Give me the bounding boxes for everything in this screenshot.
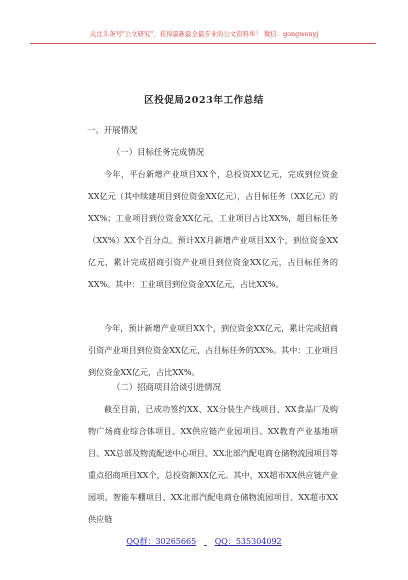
paragraph-1: 今年，平台新增产业项目XX个，总投资XX亿元，完成到位资金XX亿元（其中续建项目到位资金XX亿元），占目标任务（XX亿元）的XX%；工业项目到位资金XX亿元，工业项目占比XX%，超目标任务（XX%）XX个百分点。预计XX月新增产业项目XX个，到位资金XX亿元，累计完成招商引资产业项目到位资金XX亿元，占目标任务的XX%。其中：工业项目到位资金XX亿元，占比XX%。 — [88, 169, 338, 290]
paragraph-3-block — [88, 398, 338, 530]
paragraph-2-block — [88, 317, 338, 383]
footer-qq-group: QQ群：30265665 — [126, 537, 197, 546]
subsection-heading-2: （二）招商项目洽谈引进情况 — [112, 382, 221, 392]
section-heading-1: 一、开展情况 — [87, 125, 138, 135]
header-promo-text: 关注头条号"公文研究"，获得最新最全最专业的公文资料库！ 微信：gongwenyj — [89, 30, 319, 38]
paragraph-2: 今年，预计新增产业项目XX个，到位资金XX亿元，累计完成招商引资产业项目到位资金XX亿元，占目标任务的XX%。其中：工业项目到位资金XX亿元，占比XX%。 — [88, 323, 338, 378]
header-divider — [30, 43, 376, 44]
subsection-heading-1: （一）目标任务完成情况 — [112, 147, 205, 157]
footer-contact — [0, 536, 408, 547]
footer-qq-number: QQ：535304092 — [214, 537, 282, 546]
document-title: 区投促局2023年工作总结 — [144, 95, 264, 106]
paragraph-1-block — [88, 163, 338, 296]
paragraph-3: 截至目前，已成功签约XX、XX分装生产线项目、XX食品厂及购物广场商业综合体项目、XX供应链产业园项目、XX教育产业基地项目、XX总部及物流配送中心项目、XX北部汽配电商仓储物流园项目等重点招商项目XX个，总投资额XX亿元。其中，XX超市XX供应链产业园项、智能车棚项目、XX北部汽配电商仓储物流园项目、XX超市XX供应链 — [88, 404, 338, 525]
